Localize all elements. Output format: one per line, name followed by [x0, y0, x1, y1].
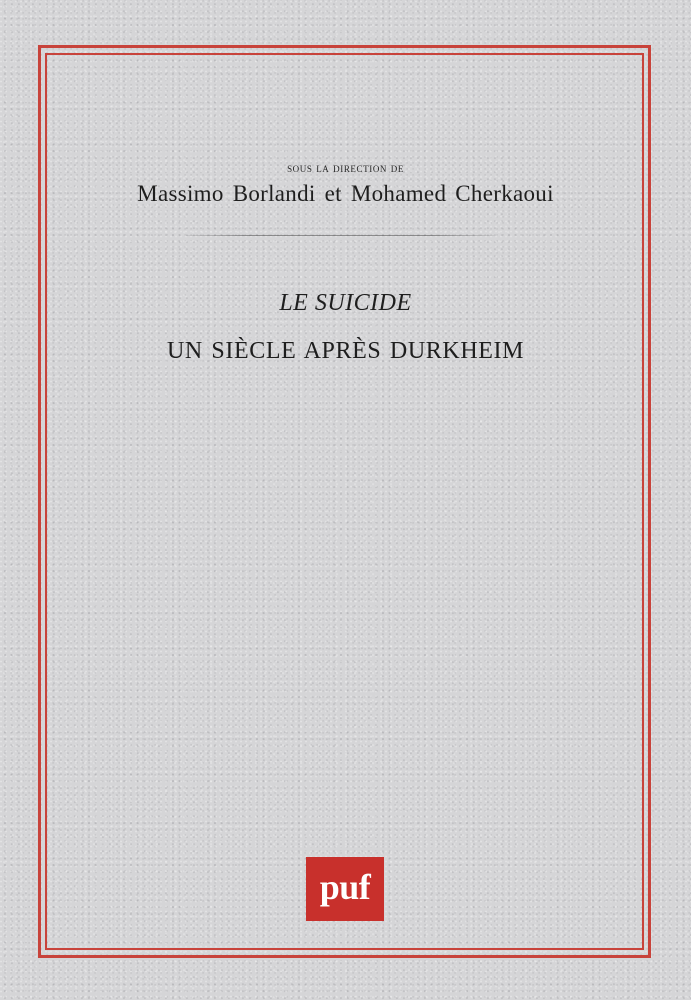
- book-title: LE SUICIDE: [279, 290, 412, 316]
- authors-line: Massimo Borlandi et Mohamed Cherkaoui: [137, 181, 554, 206]
- divider-line: [186, 235, 494, 236]
- editorial-direction-label: sous la direction de: [287, 161, 404, 175]
- publisher-logo-text: puf: [319, 867, 371, 907]
- publisher-logo: [306, 857, 384, 921]
- book-subtitle: UN SIÈCLE APRÈS DURKHEIM: [166, 338, 525, 364]
